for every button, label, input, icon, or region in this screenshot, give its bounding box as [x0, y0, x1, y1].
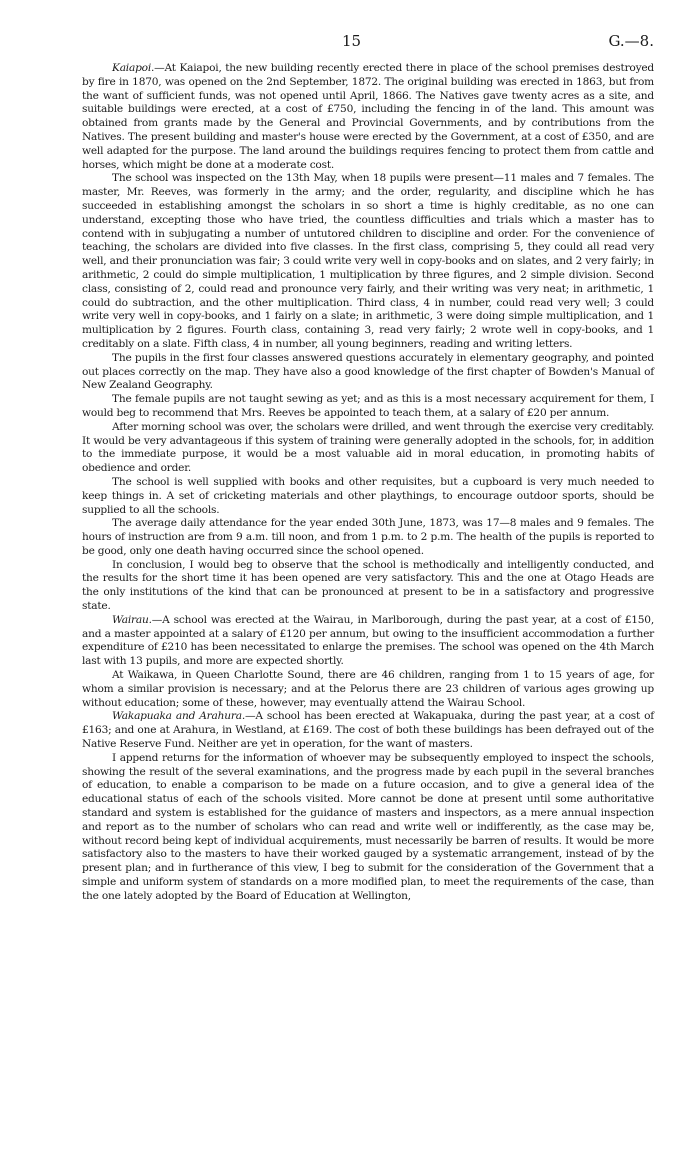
paragraph [82, 669, 654, 710]
paragraph-lead: Kaiapoi. [112, 62, 155, 74]
paragraph-text: I append returns for the information of whoever may be subsequently employed to inspect the schools, showing the result of the several examinations, and the progress made by each pupil in the several branches of education, to enable a comparison to be made on a future occasion, and to give a general idea of the educational status of each of the schools visited. More cannot be done at present until some authoritative standard and system is established for the guidance of masters and inspectors, as a mere annual inspection and report as to the number of scholars who can read and write well or indifferently, as the case may be, without record being kept of individual acquirements, must necessarily be barren of results. It would be more satisfactory also to the masters to have their worked gauged by a systematic arrangement, instead of by the present plan; and in furtherance of this view, I beg to submit for the consideration of the Government that a simple and uniform system of standards on a more modified plan, to meet the requirements of the case, than the one lately adopted by the Board of Education at Wellington, [82, 751, 654, 902]
paragraph [82, 752, 654, 904]
paragraph [82, 710, 654, 751]
paragraph-lead: Wairau. [112, 613, 152, 626]
paragraph-text: The pupils in the first four classes answered questions accurately in elementary geography, and pointed out places correctly on the map. They have also a good knowledge of the first chapter of Bowden's Manual of New Zealand Geography. [82, 351, 654, 392]
paragraph [82, 559, 654, 614]
paragraph [82, 614, 654, 669]
paragraph-text: —At Kaiapoi, the new building recently erected there in place of the school premises destroyed by fire in 1870, was opened on the 2nd September, 1872. The original building was erected in 1863, but from the want of sufficient funds, was not opened until April, 1866. The Natives gave twenty acres as a site, and suitable buildings were erected, at a cost of £750, including the fencing in of the land. This amount was obtained from grants made by the General and Provincial Governments, and by contributions from the Natives. The present building and master's house were erected by the Government, at a cost of £350, and are well adapted for the purpose. The land around the buildings requires fencing to protect them from cattle and horses, which might be done at a moderate cost. [82, 62, 654, 171]
paragraph [82, 352, 654, 393]
paragraph-text: After morning school was over, the scholars were drilled, and went through the exercise very creditably. It would be very advantageous if this system of training were generally adopted in the schools, for, in addition to the immediate purpose, it would be a most valuable aid in moral education, in promoting habits of obedience and order. [82, 420, 654, 475]
paragraph [82, 476, 654, 517]
paragraph [82, 62, 654, 172]
paragraph [82, 172, 654, 351]
paragraph [82, 517, 654, 558]
paragraph-text: —A school has been erected at Wakapuaka, during the past year, at a cost of £163; and one at Arahura, in Westland, at £169. The cost of both these buildings has been defrayed out of the Native Reserve Fund. Neither are yet in operation, for the want of masters. [82, 710, 654, 751]
document-code: G.—8. [608, 32, 654, 50]
paragraph-text: The female pupils are not taught sewing as yet; and as this is a most necessary acquirement for them, I would beg to recommend that Mrs. Reeves be appointed to teach them, at a salary of £20 per annum. [82, 393, 654, 419]
paragraph [82, 421, 654, 476]
page-header [82, 32, 654, 54]
paragraph-lead: Wakapuaka and Arahura. [112, 710, 245, 723]
paragraph-text: The school was inspected on the 13th May, when 18 pupils were present—11 males and 7 females. The master, Mr. Reeves, was formerly in the army; and the order, regularity, and discipline which he has succeeded in establishing amongst the scholars in so short a time is highly creditable, as no one can understand, excepting those who have tried, the countless difficulties and trials which a master has to contend with in subjugating a number of untutored children to discipline and order. For the convenience of teaching, the scholars are divided into five classes. In the first class, comprising 5, they could all read very well, and their pronunciation was fair; 3 could write very well in copy-books and on slates, and 2 very fairly; in arithmetic, 2 could do simple multiplication, 1 multiplication by three figures, and 2 simple division. Second class, consisting of 2, could read and pronounce very fairly, and their writing was very neat; in arithmetic, 1 could do subtraction, and the other multiplication. Third class, 4 in number, could read very well; 3 could write very well in copy-books, and 1 fairly on a slate; in arithmetic, 3 were doing simple multiplication, and 1 multiplication by 2 figures. Fourth class, containing 3, read very fairly; 2 wrote well in copy-books, and 1 creditably on a slate. Fifth class, 4 in number, all young beginners, reading and writing letters. [82, 172, 654, 350]
paragraph-text: In conclusion, I would beg to observe that the school is methodically and intelligently conducted, and the results for the short time it has been opened are very satisfactory. This and the one at Otago Heads are the only institutions of the kind that can be pronounced at present to be in a satisfactory and progressive state. [82, 558, 654, 613]
paragraph-text: At Waikawa, in Queen Charlotte Sound, there are 46 children, ranging from 1 to 15 years of age, for whom a similar provision is necessary; and at the Pelorus there are 23 children of various ages growing up without education; some of these, however, may eventually attend the Wairau School. [82, 669, 654, 709]
body-text [82, 62, 654, 904]
paragraph [82, 393, 654, 421]
paragraph-text: —A school was erected at the Wairau, in Marlborough, during the past year, at a cost of £150, and a master appointed at a salary of £120 per annum, but owing to the insufficient accommodation a further expenditure of £210 has been necessitated to enlarge the premises. The school was opened on the 4th March last with 13 pupils, and more are expected shortly. [82, 613, 654, 668]
page-number: 15 [342, 32, 362, 50]
paragraph-text: The average daily attendance for the year ended 30th June, 1873, was 17—8 males and 9 females. The hours of instruction are from 9 a.m. till noon, and from 1 p.m. to 2 p.m. The health of the pupils is reported to be good, only one death having occurred since the school opened. [82, 517, 654, 557]
paragraph-text: The school is well supplied with books and other requisites, but a cupboard is very much needed to keep things in. A set of cricketing materials and other playthings, to encourage outdoor sports, should be supplied to all the schools. [82, 475, 654, 516]
